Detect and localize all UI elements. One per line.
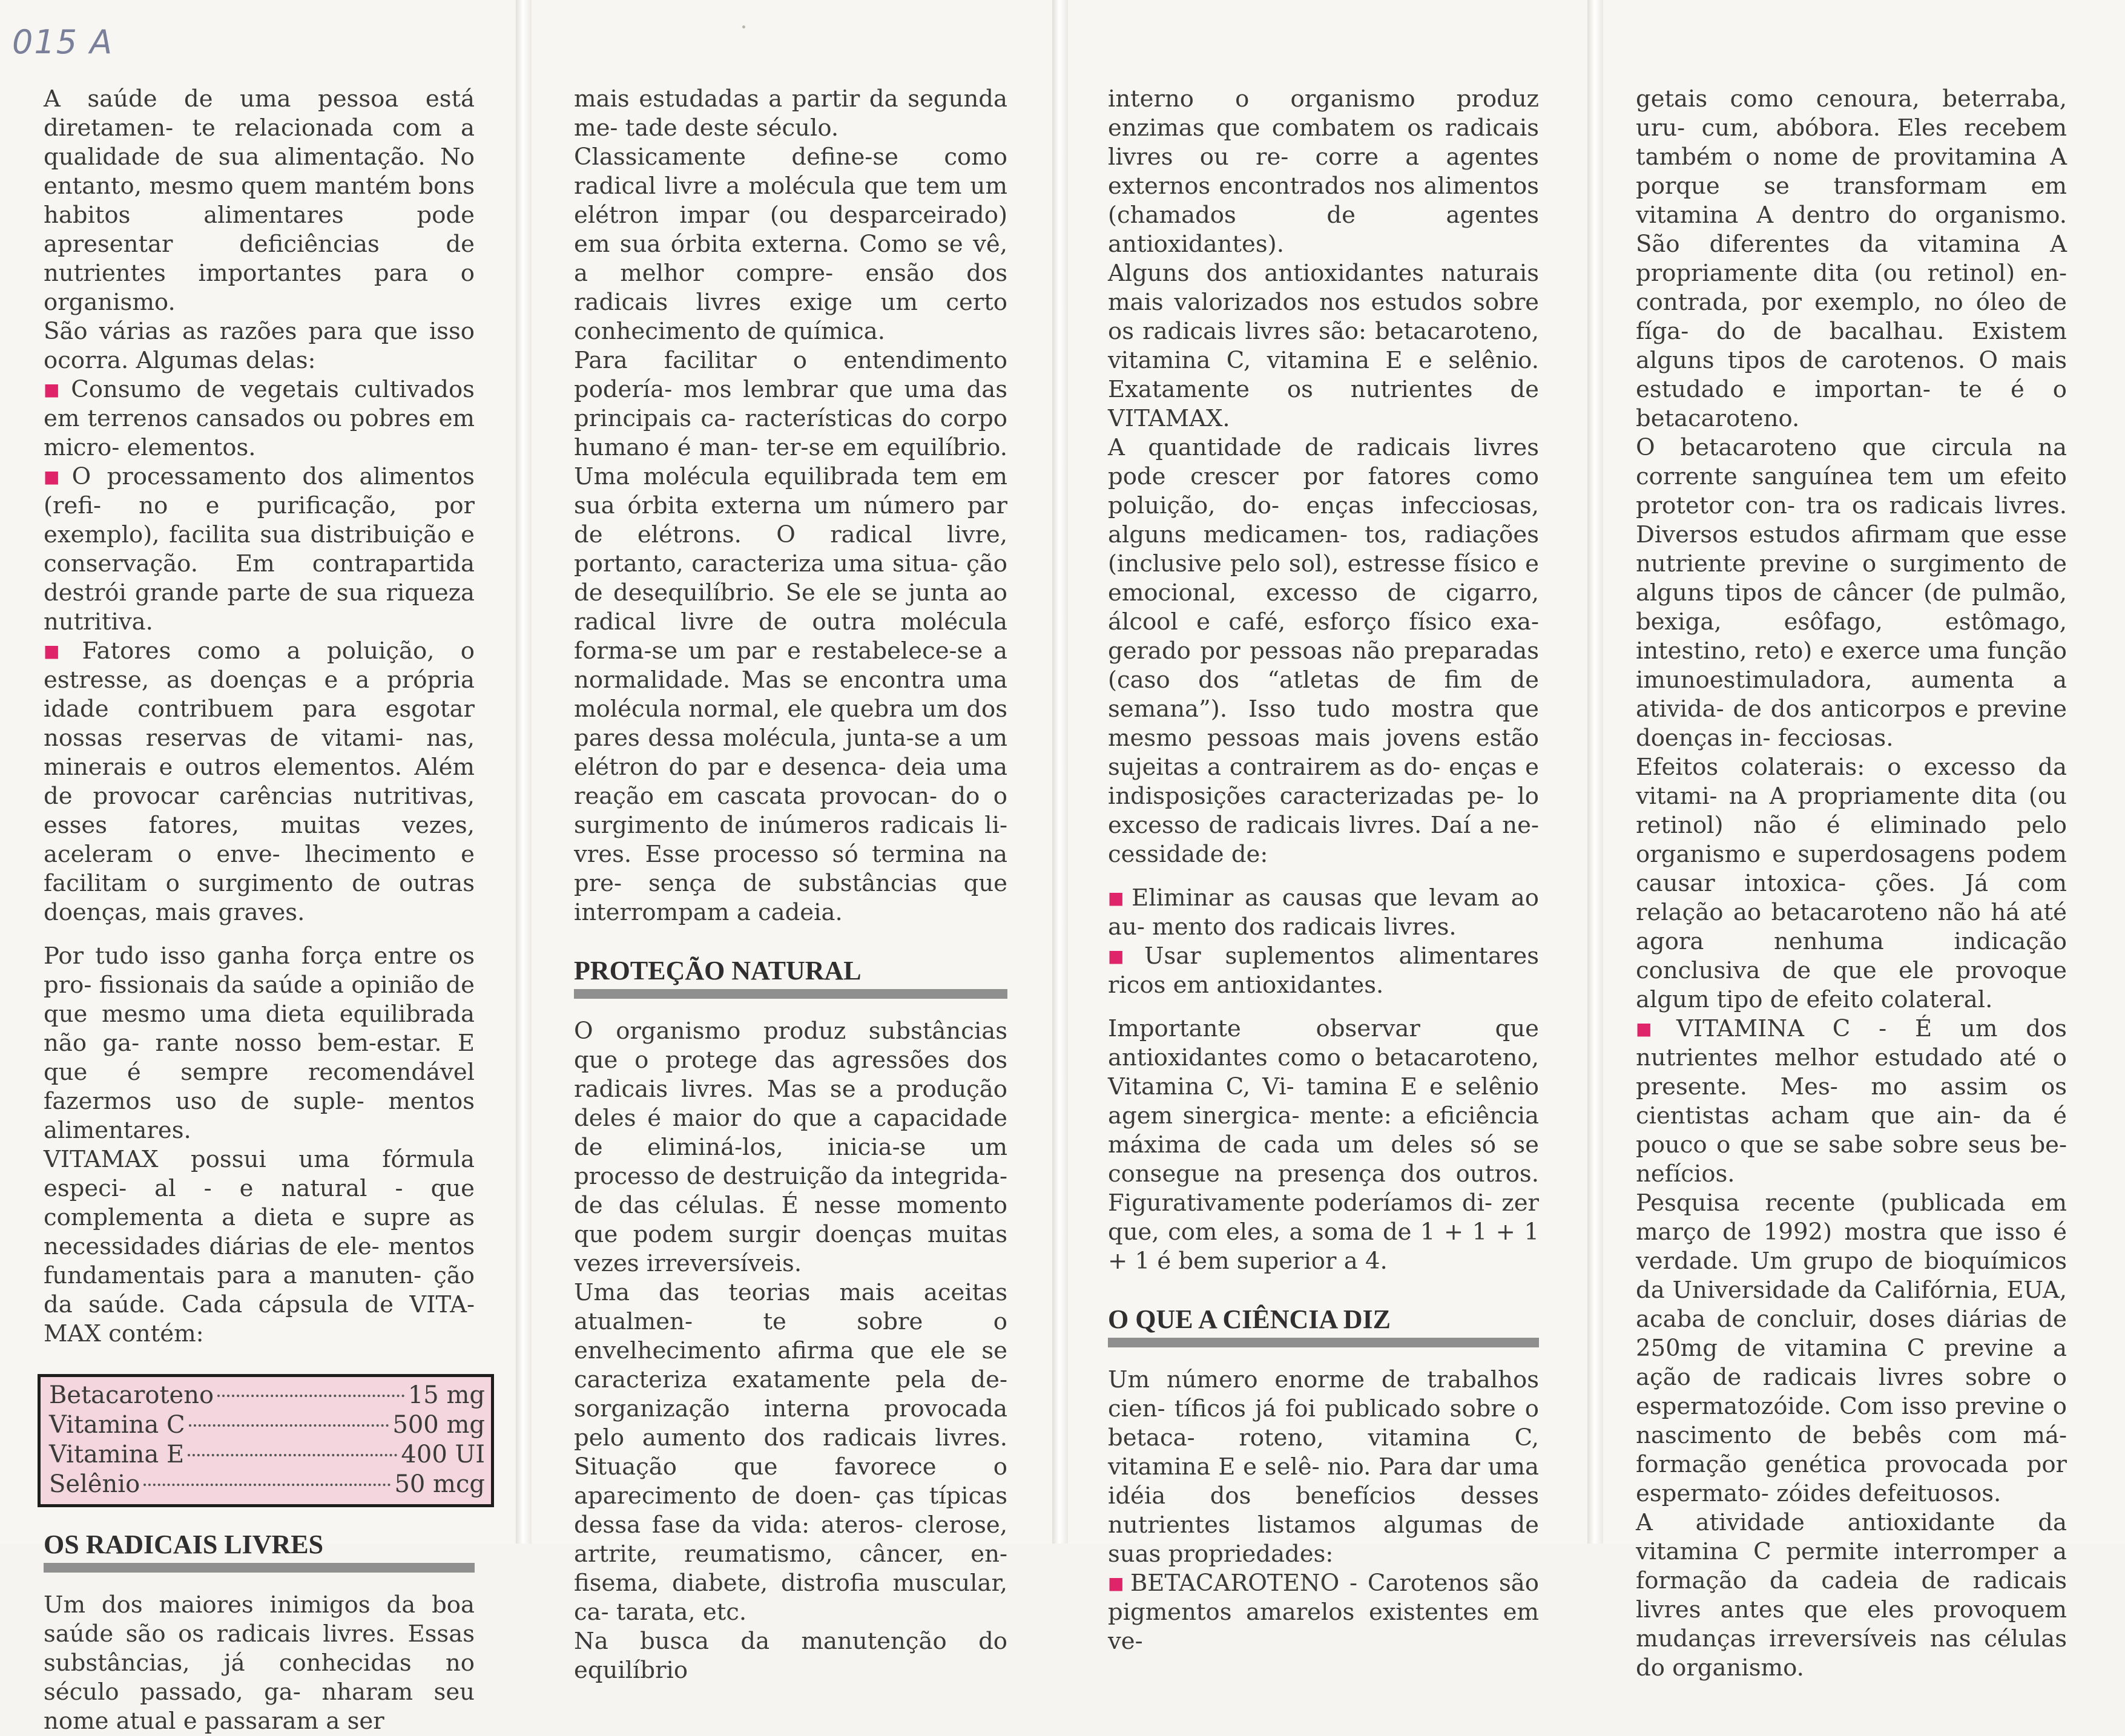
bullet-item xyxy=(1636,1014,2067,1189)
bullet-text: Eliminar as causas que levam ao au- mento dos radicais livres. xyxy=(1108,884,1539,941)
body-paragraph: A quantidade de radicais livres pode crescer por fatores como poluição, do- enças infecciosas, alguns medicamen- tos, radiações (inclusive pelo sol), estresse físico e emocional, excesso de cigarro, álcool e café, esforço físico exa- gerado por pessoas não preparadas (caso dos “atletas de fim de semana”). Isso tudo mostra que mesmo pessoas mais jovens estão sujeitas a contrairem as do- enças e indisposições caracterizadas pe- lo excesso de radicais livres. Daí a ne- cessidade de: xyxy=(1108,434,1539,868)
bullet-text: VITAMINA C - É um dos nutrientes melhor estudado até o presente. Mes- mo assim os cientistas acham que ain- da é pouco o que se sabe sobre seus be- nefícios. xyxy=(1636,1015,2067,1188)
body-paragraph: Um número enorme de trabalhos cien- tíficos já foi publicado sobre o betaca- roteno, vitamina C, vitamina E e selê- nio. Para dar uma idéia dos benefícios desses nutrientes listamos algumas de suas propriedades: xyxy=(1108,1366,1539,1568)
leader-dots xyxy=(217,1395,404,1397)
body-paragraph: Alguns dos antioxidantes naturais mais valorizados nos estudos sobre os radicais livres são: betacaroteno, vitamina C, vitamina E e selênio. Exatamente os nutrientes de VITAMAX. xyxy=(1108,260,1539,432)
bullet-text: Fatores como a poluição, o estresse, as doenças e a própria idade contribuem para esgotar nossas reservas de vitami- nas, minerais e outros elementos. Além de provocar carências nutritivas, esses fatores, muitas vezes, aceleram o enve- lhecimento e facilitam o surgimento de outras doenças, mais graves. xyxy=(44,637,475,926)
column-2 xyxy=(574,85,1007,1685)
nutrient-name: Betacaroteno xyxy=(49,1381,214,1409)
pink-bullet-icon: ■ xyxy=(44,380,68,399)
section-heading: OS RADICAIS LIVRES xyxy=(44,1528,475,1573)
pink-bullet-icon: ■ xyxy=(1108,946,1141,966)
nutrient-quantity: 15 mg xyxy=(407,1381,485,1409)
bullet-text: BETACAROTENO - Carotenos são pigmentos amarelos existentes em ve- xyxy=(1108,1570,1539,1655)
bullet-text: Usar suplementos alimentares ricos em antioxidantes. xyxy=(1108,942,1539,999)
column-4 xyxy=(1636,85,2067,1683)
handwritten-note: 015 A xyxy=(12,23,114,61)
body-paragraph: Na busca da manutenção do equilíbrio xyxy=(574,1628,1007,1684)
body-paragraph: A atividade antioxidante da vitamina C permite interromper a formação da cadeia de radicais livres antes que eles provoquem mudanças irreversíveis nas células do organismo. xyxy=(1636,1509,2067,1682)
bullet-item xyxy=(1108,942,1539,1000)
fold-line-1 xyxy=(516,0,532,1544)
leader-dots xyxy=(189,1424,389,1427)
bullet-text: Consumo de vegetais cultivados em terrenos cansados ou pobres em micro- elementos. xyxy=(44,376,475,461)
pink-bullet-icon: ■ xyxy=(44,467,68,487)
nutrient-name: Selênio xyxy=(49,1470,140,1498)
nutrient-name: Vitamina C xyxy=(49,1411,185,1439)
body-paragraph: VITAMAX possui uma fórmula especi- al - e natural - que complementa a dieta e supre as necessidades diárias de ele- mentos fundamentais para a manuten- ção da saúde. Cada cápsula de VITA- MAX contém: xyxy=(44,1146,475,1347)
fold-line-2 xyxy=(1052,0,1068,1544)
bullet-text: O processamento dos alimentos (refi- no e purificação, por exemplo), facilita sua distribuição e conservação. Em contrapartida destrói grande parte de sua riqueza nutritiva. xyxy=(44,463,475,636)
bullet-item xyxy=(44,375,475,462)
body-paragraph: interno o organismo produz enzimas que combatem os radicais livres ou re- corre a agentes externos encontrados nos alimentos (chamados de agentes antioxidantes). xyxy=(1108,85,1539,258)
fold-line-3 xyxy=(1587,0,1603,1544)
nutrient-quantity: 50 mcg xyxy=(394,1470,485,1498)
body-paragraph: Importante observar que antioxidantes como o betacaroteno, Vitamina C, Vi- tamina E e selênio agem sinergica- mente: a eficiência máxima de cada um deles só se consegue na presença dos outros. Figurativamente poderíamos di- zer que, com eles, a soma de 1 + 1 + 1 + 1 é bem superior a 4. xyxy=(1108,1015,1539,1275)
nutrient-row xyxy=(49,1440,485,1470)
body-paragraph: O betacaroteno que circula na corrente sanguínea tem um efeito protetor con- tra os radicais livres. Diversos estudos afirmam que esse nutriente previne o surgimento de alguns tipos de câncer (de pulmão, bexiga, esôfago, estômago, intestino, reto) e exerce uma função imunoestimuladora, aumenta a ativida- de dos anticorpos e previne doenças in- fecciosas. xyxy=(1636,434,2067,752)
section-heading: O QUE A CIÊNCIA DIZ xyxy=(1108,1303,1539,1347)
pink-bullet-icon: ■ xyxy=(1108,1573,1127,1593)
section-heading: PROTEÇÃO NATURAL xyxy=(574,954,1007,999)
body-paragraph: O organismo produz substâncias que o protege das agressões dos radicais livres. Mas se a produção deles é maior do que a capacidade de eliminá-los, inicia-se um processo de destruição da integrida- de das células. É nesse momento que podem surgir doenças muitas vezes irreversíveis. xyxy=(574,1018,1007,1277)
reasons-paragraph: São várias as razões para que isso ocorra. Algumas delas: xyxy=(44,318,475,374)
nutrient-table xyxy=(38,1374,494,1507)
nutrient-row xyxy=(49,1470,485,1499)
pink-bullet-icon: ■ xyxy=(1108,888,1128,908)
bullet-item xyxy=(44,637,475,927)
body-paragraph: Um dos maiores inimigos da boa saúde são os radicais livres. Essas substâncias, já conhecidas no século passado, ga- nharam seu nome atual e passaram a ser xyxy=(44,1591,475,1735)
pink-bullet-icon: ■ xyxy=(44,641,79,661)
body-paragraph: Efeitos colaterais: o excesso da vitami- na A propriamente dita (ou retinol) não é eliminado pelo organismo e superdosagens podem causar intoxica- ções. Já com relação ao betacaroteno não há até agora nenhuma indicação conclusiva de que ele provoque algum tipo de efeito colateral. xyxy=(1636,754,2067,1013)
leader-dots xyxy=(188,1454,397,1456)
body-paragraph: Uma das teorias mais aceitas atualmen- te sobre o envelhecimento afirma que ele se caracteriza exatamente pela de- sorganização interna provocada pelo aumento dos radicais livres. Situação que favorece o aparecimento de doen- ças típicas dessa fase da vida: ateros- clerose, artrite, reumatismo, câncer, en- fisema, diabete, distrofia muscular, ca- tarata, etc. xyxy=(574,1279,1007,1626)
nutrient-quantity: 500 mg xyxy=(392,1411,485,1439)
nutrient-row xyxy=(49,1381,485,1410)
pink-bullet-icon: ■ xyxy=(1636,1019,1673,1039)
body-paragraph: Para facilitar o entendimento podería- mos lembrar que uma das principais ca- racterísticas do corpo humano é man- ter-se em equilíbrio. Uma molécula equilibrada tem em sua órbita externa um número par de elétrons. O radical livre, portanto, caracteriza uma situa- ção de desequilíbrio. Se ele se junta ao radical livre de outra molécula forma-se um par e restabelece-se a normalidade. Mas se encontra uma molécula normal, ele quebra um dos pares dessa molécula, junta-se a um elétron do par e desenca- deia uma reação em cascata provocan- do o surgimento de inúmeros radicais li- vres. Esse processo só termina na pre- sença de substâncias que interrompam a cadeia. xyxy=(574,347,1007,926)
body-paragraph: mais estudadas a partir da segunda me- tade deste século. xyxy=(574,85,1007,142)
column-3 xyxy=(1108,85,1539,1656)
paper-speck xyxy=(742,25,745,28)
bullet-item xyxy=(1108,1569,1539,1656)
body-paragraph: Classicamente define-se como radical livre a molécula que tem um elétron impar (ou desparceirado) em sua órbita externa. Como se vê, a melhor compre- ensão dos radicais livres exige um certo conhecimento de química. xyxy=(574,143,1007,345)
intro-paragraph: A saúde de uma pessoa está diretamen- te relacionada com a qualidade de sua alimentação. No entanto, mesmo quem mantém bons habitos alimentares pode apresentar deficiências de nutrientes importantes para o organismo. xyxy=(44,85,475,316)
nutrient-name: Vitamina E xyxy=(49,1441,185,1468)
body-paragraph: Por tudo isso ganha força entre os pro- fissionais da saúde a opinião de que mesmo uma dieta equilibrada não ga- rante nosso bem-estar. E que é sempre recomendável fazermos uso de suple- mentos alimentares. xyxy=(44,942,475,1144)
nutrient-row xyxy=(49,1410,485,1440)
bullet-item xyxy=(44,462,475,637)
body-paragraph: Pesquisa recente (publicada em março de 1992) mostra que isso é verdade. Um grupo de bioquímicos da Universidade da Califórnia, EUA, acaba de concluir, doses diárias de 250mg de vitamina C previne a ação de radicais livres sobre o espermatozóide. Com isso previne o nascimento de bebês com má-formação genética provocada por espermato- zóides defeituosos. xyxy=(1636,1189,2067,1507)
nutrient-quantity: 400 UI xyxy=(401,1441,485,1468)
leader-dots xyxy=(143,1484,390,1486)
bullet-item xyxy=(1108,884,1539,942)
column-1 xyxy=(44,85,485,1736)
body-paragraph: getais como cenoura, beterraba, uru- cum, abóbora. Eles recebem também o nome de provitamina A porque se transformam em vitamina A dentro do organismo. São diferentes da vitamina A propriamente dita (ou retinol) en- contrada, por exemplo, no óleo de fíga- do de bacalhau. Existem alguns tipos de carotenos. O mais estudado e importan- te é o betacaroteno. xyxy=(1636,85,2067,432)
